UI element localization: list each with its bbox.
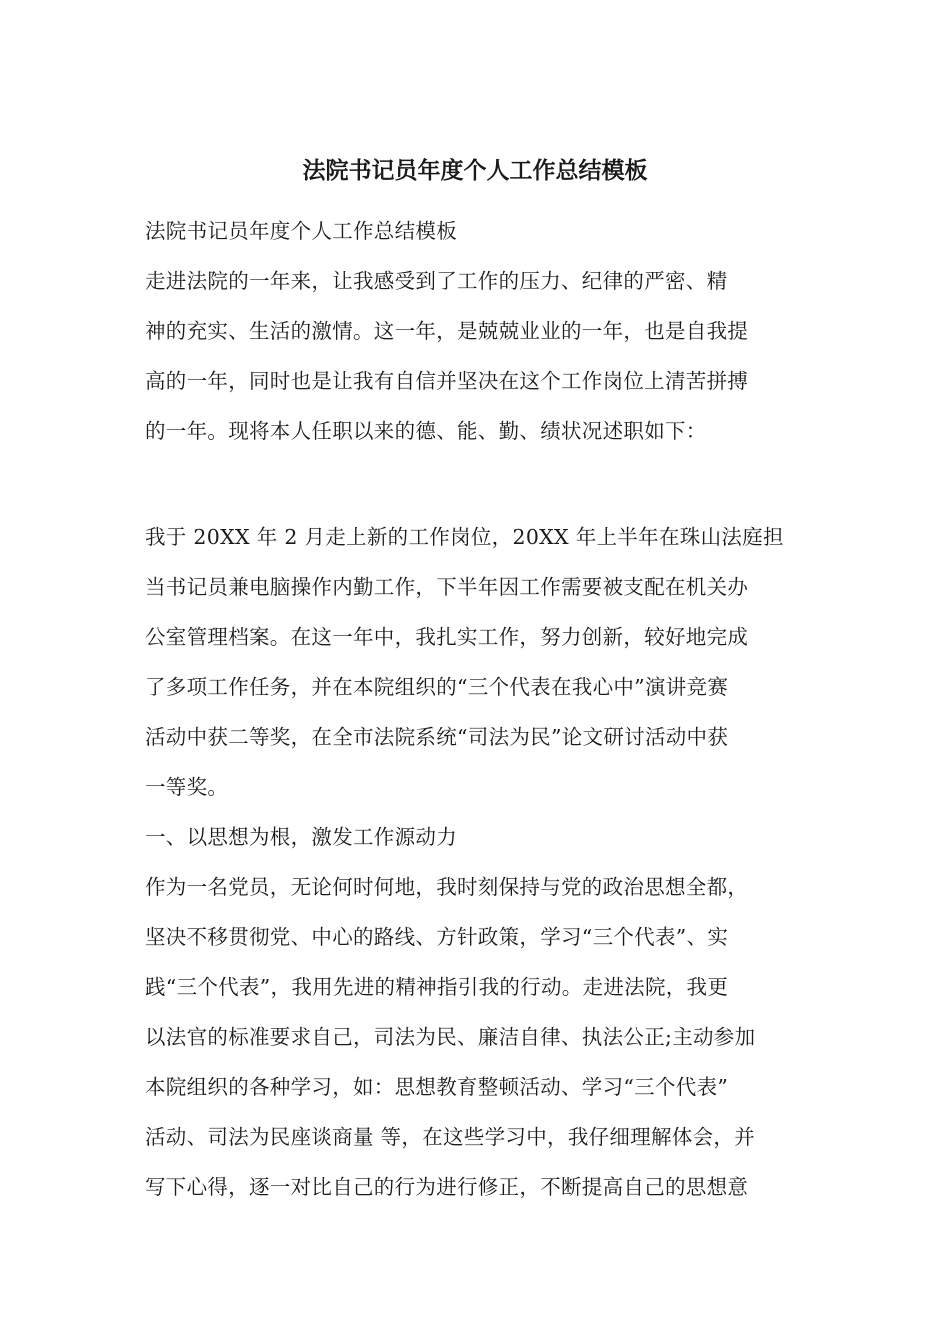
paragraph-line: 高的一年，同时也是让我有自信并坚决在这个工作岗位上清苦拼搏 <box>145 369 749 393</box>
paragraph-line: 走进法院的一年来，让我感受到了工作的压力、纪律的严密、精 <box>145 269 728 293</box>
paragraph-line: 一等奖。 <box>145 775 229 799</box>
document-body <box>145 206 811 1212</box>
paragraph-line: 当书记员兼电脑操作内勤工作，下半年因工作需要被支配在机关办 <box>145 575 749 599</box>
paragraph-line: 以法官的标准要求自己，司法为民、廉洁自律、执法公正;主动参加 <box>145 1025 756 1049</box>
paragraph-line: 坚决不移贯彻党、中心的路线、方针政策，学习“三个代表”、实 <box>145 925 729 949</box>
subtitle-line: 法院书记员年度个人工作总结模板 <box>145 219 457 243</box>
paragraph-line: 我于 20XX 年 2 月走上新的工作岗位，20XX 年上半年在珠山法庭担 <box>145 525 784 549</box>
paragraph-line: 神的充实、生活的激情。这一年，是兢兢业业的一年，也是自我提 <box>145 319 749 343</box>
paragraph-gap <box>145 456 811 512</box>
document-title: 法院书记员年度个人工作总结模板 <box>302 157 648 184</box>
paragraph-line: 写下心得，逐一对比自己的行为进行修正，不断提高自己的思想意 <box>145 1175 749 1199</box>
paragraph-line: 活动、司法为民座谈商量 等，在这些学习中，我仔细理解体会，并 <box>145 1125 756 1149</box>
paragraph-line: 本院组织的各种学习，如：思想教育整顿活动、学习“三个代表” <box>145 1075 729 1099</box>
paragraph-line: 践“三个代表”，我用先进的精神指引我的行动。走进法院，我更 <box>145 975 729 999</box>
paragraph-line: 作为一名党员，无论何时何地，我时刻保持与党的政治思想全都， <box>145 875 749 899</box>
paragraph-line: 的一年。现将本人任职以来的德、能、勤、绩状况述职如下： <box>145 419 707 443</box>
paragraph-line: 活动中获二等奖，在全市法院系统“司法为民”论文研讨活动中获 <box>145 725 729 749</box>
paragraph-line: 了多项工作任务，并在本院组织的“三个代表在我心中”演讲竞赛 <box>145 675 729 699</box>
paragraph-line: 公室管理档案。在这一年中，我扎实工作，努力创新，较好地完成 <box>145 625 749 649</box>
section-heading: 一、以思想为根，激发工作源动力 <box>145 825 457 849</box>
